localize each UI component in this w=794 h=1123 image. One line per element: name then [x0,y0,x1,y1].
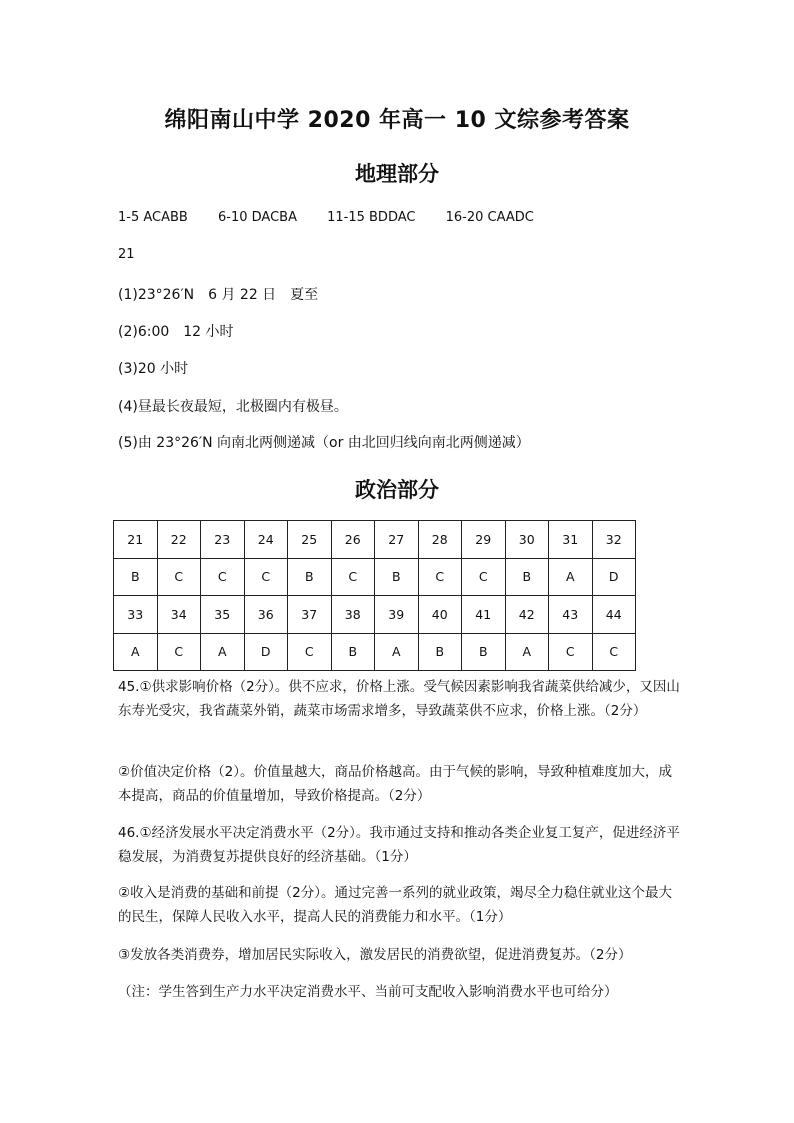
table-cell: 38 [331,596,375,634]
table-cell: A [201,633,245,671]
table-cell: 32 [592,521,636,559]
table-cell: 39 [375,596,419,634]
table-row [114,596,636,634]
table-cell: 21 [114,521,158,559]
table-cell: 34 [157,596,201,634]
table-cell: 37 [288,596,332,634]
geography-mc-answers [118,210,560,225]
table-cell: 31 [549,521,593,559]
table-cell: A [549,558,593,596]
table-cell: 25 [288,521,332,559]
page-title: 绵阳南山中学 2020 年高一 10 文综参考答案 [164,108,630,133]
table-cell: D [592,558,636,596]
table-cell: 29 [462,521,506,559]
mc-group-1: 1-5 ACABB [118,210,188,225]
table-cell: C [201,558,245,596]
table-cell: 28 [418,521,462,559]
table-cell: C [549,633,593,671]
table-cell: A [114,633,158,671]
q21-answer-2: (2)6:00 12 小时 [118,324,234,340]
table-cell: C [244,558,288,596]
table-cell: C [288,633,332,671]
mc-group-4: 16-20 CAADC [445,210,534,225]
table-cell: 41 [462,596,506,634]
table-cell: B [375,558,419,596]
table-cell: B [505,558,549,596]
table-cell: B [114,558,158,596]
q21-answer-3: (3)20 小时 [118,361,189,377]
table-cell: 40 [418,596,462,634]
q46-paragraph-1: 46.①经济发展水平决定消费水平（2分）。我市通过支持和推动各类企业复工复产，促进经济平稳发展，为消费复苏提供良好的经济基础。（1分） [118,825,680,865]
table-cell: 44 [592,596,636,634]
q46-paragraph-2: ②收入是消费的基础和前提（2分）。通过完善一系列的就业政策，竭尽全力稳住就业这个最大的民生，保障人民收入水平，提高人民的消费能力和水平。（1分） [118,885,672,925]
table-cell: B [331,633,375,671]
table-row [114,558,636,596]
q45-paragraph-2: ②价值决定价格（2）。价值量越大，商品价格越高。由于气候的影响，导致种植难度加大，成本提高，商品的价值量增加，导致价格提高。（2分） [118,764,672,804]
politics-heading: 政治部分 [355,478,439,502]
mc-group-2: 6-10 DACBA [217,210,297,225]
q21-answer-4: (4)昼最长夜最短，北极圈内有极昼。 [118,399,348,415]
table-cell: A [505,633,549,671]
table-cell: C [462,558,506,596]
q45-paragraph-1: 45.①供求影响价格（2分）。供不应求，价格上涨。受气候因素影响我省蔬菜供给减少，又因山东寿光受灾，我省蔬菜外销，蔬菜市场需求增多，导致蔬菜供不应求，价格上涨。（2分） [118,679,680,719]
table-cell: 42 [505,596,549,634]
q21-label: 21 [118,247,135,262]
table-cell: C [157,558,201,596]
table-cell: 27 [375,521,419,559]
table-cell: 35 [201,596,245,634]
table-row [114,633,636,671]
politics-answer-table [113,520,636,671]
table-cell: 33 [114,596,158,634]
q46-paragraph-3: ③发放各类消费券，增加居民实际收入，激发居民的消费欲望，促进消费复苏。（2分） [118,947,632,963]
table-cell: D [244,633,288,671]
table-cell: 23 [201,521,245,559]
table-cell: 22 [157,521,201,559]
table-cell: B [462,633,506,671]
table-cell: C [418,558,462,596]
table-cell: A [375,633,419,671]
table-row [114,521,636,559]
table-cell: B [288,558,332,596]
q21-answer-5: (5)由 23°26′N 向南北两侧递减（or 由北回归线向南北两侧递减） [118,435,530,451]
table-cell: C [157,633,201,671]
table-cell: C [331,558,375,596]
table-cell: 26 [331,521,375,559]
table-cell: 36 [244,596,288,634]
table-cell: C [592,633,636,671]
table-cell: 30 [505,521,549,559]
q21-answer-1: (1)23°26′N 6 月 22 日 夏至 [118,287,319,303]
table-cell: B [418,633,462,671]
table-cell: 24 [244,521,288,559]
mc-group-3: 11-15 BDDAC [327,210,416,225]
table-cell: 43 [549,596,593,634]
grading-note: （注：学生答到生产力水平决定消费水平、当前可支配收入影响消费水平也可给分） [118,984,618,1000]
geography-heading: 地理部分 [355,162,439,186]
